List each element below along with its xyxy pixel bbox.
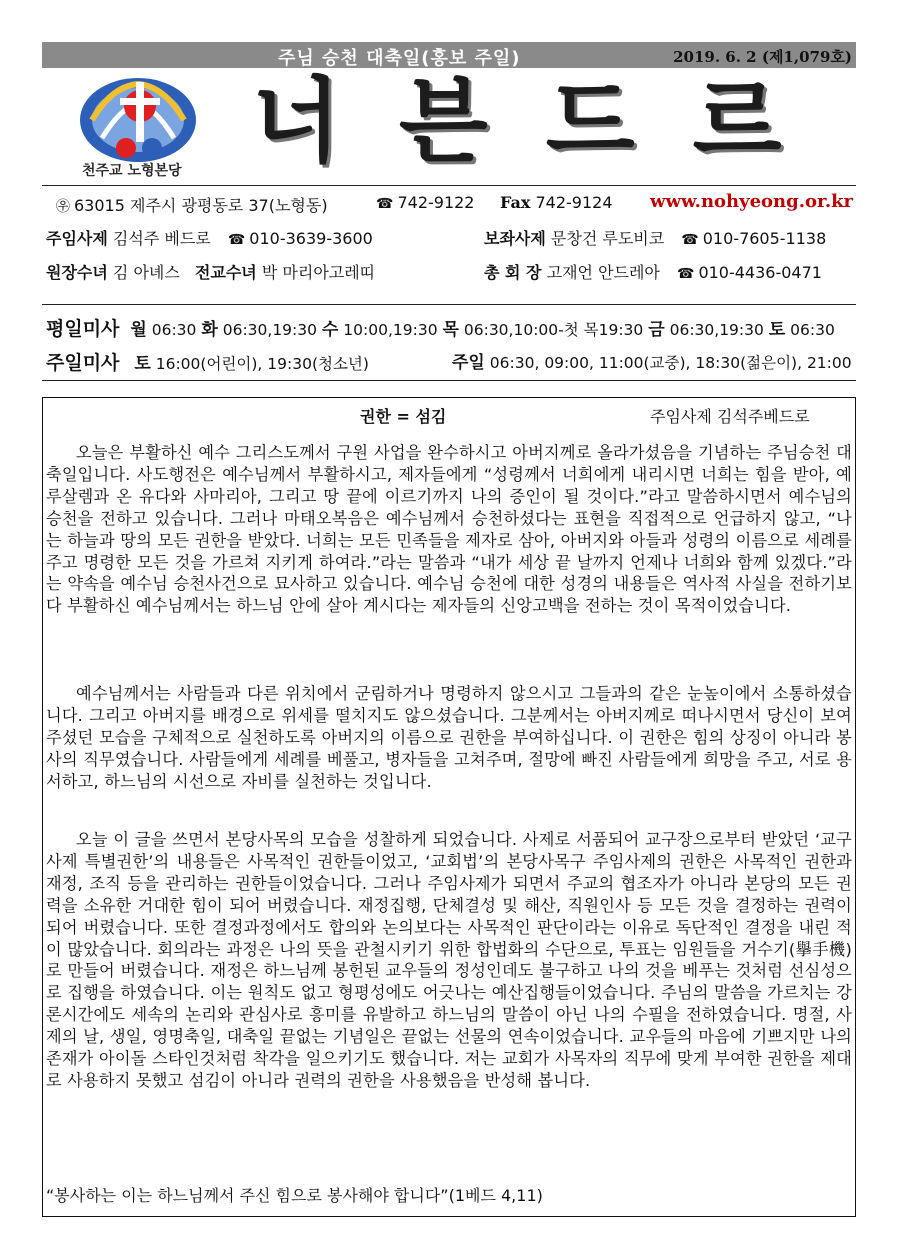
sister1-name: 김 아녜스 xyxy=(112,263,180,282)
thu-label: 목 xyxy=(442,320,459,340)
tel-line xyxy=(376,193,474,212)
website-link[interactable] xyxy=(650,191,853,212)
address-line xyxy=(56,193,328,216)
tel: 742-9122 xyxy=(397,193,475,212)
tue-times: 06:30,19:30 xyxy=(222,321,317,339)
assistant-label: 보좌사제 xyxy=(484,229,546,248)
mon-times: 06:30 xyxy=(151,321,197,339)
fri-times: 06:30,19:30 xyxy=(669,321,764,339)
article-paragraph: 오늘은 부활하신 예수 그리스도께서 구원 사업을 완수하시고 아버지께로 올라가셨음을 기념하는 주님승천 대축일입니다. 사도행전은 예수님께서 부활하시고, 제자들에게 “성령께서 너희에게 내리시면 너희는 힘을 받아, 예루살렘과 온 유다와 사마리아, 그리고 땅 끝에 이르기까지 나의 증인이 될 것이다.”라고 말씀하시면서 예수님의 승천을 전하고 있습니다. 그러나 마태오복음은 예수님께서 승천하셨다는 표현을 직접적으로 언급하지 않고, “나는 하늘과 땅의 모든 권한을 받았다. 너희는 모든 민족들을 제자로 삼아, 아버지와 아들과 성령의 이름으로 세례를 주고 명령한 모든 것을 가르쳐 지키게 하여라.”라는 말씀과 “내가 세상 끝 날까지 언제나 너희와 함께 있겠다.”라는 약속을 예수님 승천사건으로 묘사하고 있습니다. 예수님 승천에 대한 성경의 내용들은 역사적 사실을 전하기보다 부활하신 예수님께서는 하느님 안에 살아 계시다는 제자들의 신앙고백을 전하는 것이 목적이었습니다. xyxy=(46,443,852,616)
article-paragraph: 오늘 이 글을 쓰면서 본당사목의 모습을 성찰하게 되었습니다. 사제로 서품되어 교구장으로부터 받았던 ‘교구사제 특별권한’의 내용들은 사목적인 권한들이었고, ‘교회법’의 본당사목구 주임사제의 권한은 사목적인 권한과 재정, 조직 등을 관리하는 권한들이었습니다. 그러나 주임사제가 되면서 주교의 협조자가 아니라 본당의 모든 권력을 소유한 거대한 힘이 되어 버렸습니다. 재정집행, 단체결성 및 해산, 직원인사 등 모든 것을 결정하는 권력이 되어 버렸습니다. 또한 결정과정에서도 합의와 논의보다는 사목적인 판단이라는 이유로 독단적인 결정을 내린 적이 많았습니다. 회의라는 과정은 나의 뜻을 관철시키기 위한 합법화의 수단으로, 투표는 임원들을 거수기(擧手機)로 만들어 버렸습니다. 재정은 하느님께 봉헌된 교우들의 정성인데도 불구하고 나의 것을 베푸는 것처럼 선심성으로 집행을 하였습니다. 이는 원칙도 없고 형평성에도 어긋나는 예산집행들이었습니다. 주님의 말씀을 가르치는 강론시간에도 세속의 논리와 관심사로 흥미를 유발하고 하느님의 말씀이 아닌 나의 수필을 전하였습니다. 명절, 사제의 날, 생일, 영명축일, 대축일 끝없는 기념일은 끝없는 선물의 연속이었습니다. 교우들의 마음에 기쁘지만 나의 존재가 아이돌 스타인것처럼 착각을 일으키기도 했습니다. 저는 교회가 사목자의 직무에 맞게 부여한 권한을 제대로 사용하지 못했고 섬김이 아니라 권력의 권한을 사용했음을 반성해 봅니다. xyxy=(46,830,852,1090)
pastor-phone: 010-3639-3600 xyxy=(249,229,373,248)
fri-label: 금 xyxy=(648,320,665,340)
sister2-label: 전교수녀 xyxy=(194,263,257,282)
fax: 742-9124 xyxy=(535,193,613,212)
divider xyxy=(42,185,856,186)
sun-sat-label: 토 xyxy=(134,354,151,374)
president-name: 고재언 안드레아 xyxy=(546,263,660,282)
phone-icon: ☎ xyxy=(681,232,699,248)
president-label: 총 회 장 xyxy=(484,263,542,282)
divider xyxy=(42,304,856,305)
phone-icon: ☎ xyxy=(227,232,246,248)
logo-caption: 천주교 노형본당 xyxy=(82,163,182,179)
president-phone: 010-4436-0471 xyxy=(698,263,822,282)
top-banner xyxy=(42,42,856,68)
phone-icon: ☎ xyxy=(676,266,695,282)
sunday-mass-label: 주일미사 xyxy=(46,352,120,374)
article-title: 권한 = 섬김 xyxy=(360,407,447,426)
assistant-name: 문창건 루도비코 xyxy=(550,229,665,248)
pastor-line xyxy=(46,226,373,249)
banner-title: 주님 승천 대축일(홍보 주일) xyxy=(278,48,521,69)
sun-sat-times: 16:00(어린이), 19:30(청소년) xyxy=(155,355,369,373)
wed-times: 10:00,19:30 xyxy=(343,321,438,339)
thu-times: 06:30,10:00-첫 목19:30 xyxy=(463,321,644,339)
tue-label: 화 xyxy=(201,320,218,340)
pastor-name: 김석주 베드로 xyxy=(112,229,211,248)
issue-date: 2019. 6. 2 (제1,079호) xyxy=(673,48,852,66)
weekday-mass-line xyxy=(46,314,835,341)
sun-times: 06:30, 09:00, 11:00(교중), 18:30(젊은이), 21:00 xyxy=(489,354,852,372)
assistant-line xyxy=(484,226,826,249)
postal-icon: ㉾ xyxy=(56,199,70,215)
wed-label: 수 xyxy=(321,320,339,340)
address: 63015 제주시 광평동로 37(노형동) xyxy=(74,196,328,215)
article-paragraph: 예수님께서는 사람들과 다른 위치에서 군림하거나 명령하지 않으시고 그들과의 같은 눈높이에서 소통하셨습니다. 그리고 아버지를 배경으로 위세를 떨치지도 않으셨습니다. 그분께서는 아버지께로 떠나시면서 당신이 보여주셨던 모습을 구체적으로 실천하도록 아버지의 이름으로 권한을 부여하십니다. 이 권한은 힘의 상징이 아니라 봉사의 직무였습니다. 사람들에게 세례를 베풀고, 병자들을 고쳐주며, 절망에 빠진 사람들에게 희망을 주고, 서로 용서하고, 하느님의 시선으로 자비를 실천하는 것입니다. xyxy=(46,684,852,791)
sun-label: 주일 xyxy=(452,353,485,373)
closing-quote: “봉사하는 이는 하느님께서 주신 힘으로 봉사해야 합니다”(1베드 4,11) xyxy=(46,1186,543,1205)
sat-label: 토 xyxy=(768,320,786,340)
sister2-name: 박 마리아고레띠 xyxy=(261,263,376,282)
fax-line xyxy=(500,193,613,212)
assistant-phone: 010-7605-1138 xyxy=(702,229,827,248)
sisters-line xyxy=(46,260,375,283)
website-url[interactable]: www.nohyeong.or.kr xyxy=(650,191,854,212)
weekday-mass-label: 평일미사 xyxy=(46,318,120,340)
sister1-label: 원장수녀 xyxy=(46,263,108,282)
phone-icon: ☎ xyxy=(376,196,394,212)
sat-times: 06:30 xyxy=(790,321,835,339)
masthead-title: 너븐드르 xyxy=(252,68,840,175)
fax-label: Fax xyxy=(500,193,531,212)
article-author: 주임사제 김석주베드로 xyxy=(650,407,810,426)
sunday-mass-line xyxy=(46,348,369,375)
divider xyxy=(42,380,856,381)
sunday-main-line xyxy=(452,348,852,373)
mon-label: 월 xyxy=(130,320,147,340)
pastor-label: 주임사제 xyxy=(46,229,108,248)
president-line xyxy=(484,260,822,283)
